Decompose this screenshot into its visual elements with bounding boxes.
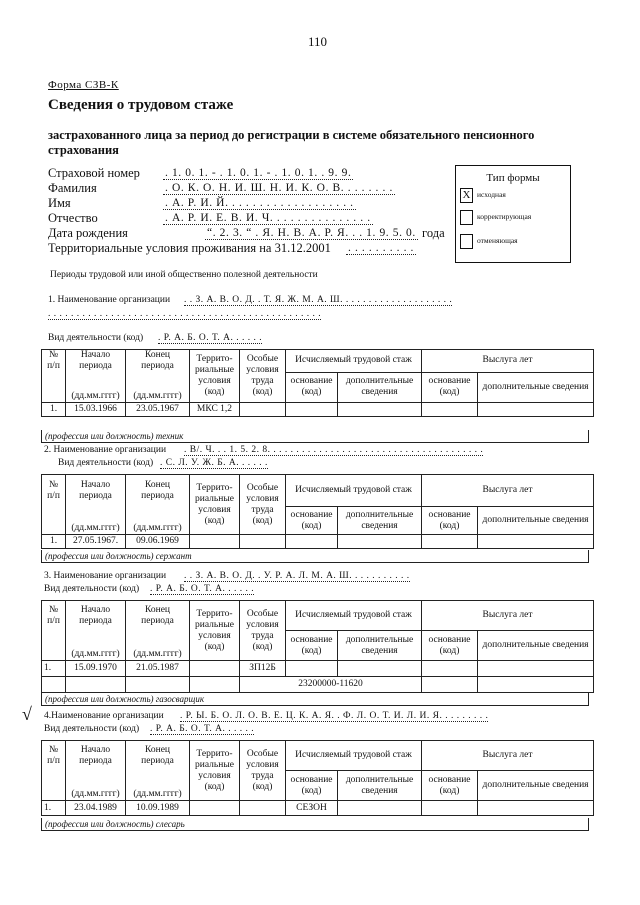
table-row: 23200000-11620 — [42, 677, 594, 693]
section-4-activity-label: Вид деятельности (код) — [44, 724, 140, 734]
page-subtitle: застрахованного лица за период до регистрации в системе обязательного пенсионного страхования — [48, 128, 535, 157]
birth-date-value: “. 2. 3. “ . Я. Н. В. А. Р. Я. . . 1. 9. 5. 0. — [207, 227, 416, 239]
insurance-number-label: Страховой номер — [48, 166, 140, 180]
periods-heading: Периоды трудовой или иной общественно полезной деятельности — [50, 270, 318, 280]
form-type-checkbox-corrective[interactable] — [460, 210, 473, 225]
section-2-profession: (профессия или должность) сержант — [41, 550, 589, 563]
table-row: 1. 15.09.1970 21.05.1987 ЗП12Б — [42, 661, 594, 677]
table-row: 1. 15.03.1966 23.05.1967 МКС 1,2 — [42, 402, 594, 416]
name-label: Имя — [48, 196, 71, 210]
surname-label: Фамилия — [48, 181, 97, 195]
page-number: 110 — [308, 34, 328, 49]
form-type-box — [455, 165, 571, 263]
section-2-activity-value: . С. Л. У. Ж. Б. А. . . . . . — [160, 458, 268, 468]
section-3-table: № п/п Начало периода Конец периода Террито-риальные условия (код) Особые условия труда (код) Исчисляемый трудовой стаж Выслуга лет (дд.мм.гггг) (дд.мм.гггг) основание (код) дополнительные сведения основание (код) дополнительные сведения 1. 15.09.1970 21.05.1987 ЗП12Б 23200000-11620 — [41, 600, 594, 693]
section-2-table: № п/п Начало периода Конец периода Террито-риальные условия (код) Особые условия труда (код) Исчисляемый трудовой стаж Выслуга лет (дд.мм.гггг) (дд.мм.гггг) основание (код) дополнительные сведения основание (код) дополнительные сведения 1. 27.05.1967. 09.06.1969 — [41, 474, 594, 549]
patronymic-label: Отчество — [48, 211, 98, 225]
section-4-activity-value: . Р. А. Б. О. Т. А. . . . . . — [150, 724, 255, 734]
section-3-org-value: . . З. А. В. О. Д. . У. Р. А. Л. М. А. Ш. . . . . . . . . . . — [184, 571, 410, 581]
form-name: Форма СЗВ-К — [48, 79, 119, 91]
section-1-org-label: 1. Наименование организации — [48, 295, 171, 305]
margin-check-mark: √ — [22, 704, 32, 724]
section-1-org-continued: . . . . . . . . . . . . . . . . . . . . . . . . . . . . . . . . . . . . . . . . . . . . . . . . — [48, 309, 322, 319]
section-2-org-label: 2. Наименование организации — [44, 445, 167, 455]
section-4-org-value: . Р. Ы. Б. О. Л. О. В. Е. Ц. К. А. Я. . Ф. Л. О. Т. И. Л. И. Я. . . . . . . . . — [180, 711, 489, 721]
territory-label: Территориальные условия проживания на 31.12.2001 — [48, 241, 331, 255]
section-1-activity-value: . Р. А. Б. О. Т. А. . . . . . — [158, 333, 263, 343]
section-4-table: № п/п Начало периода Конец периода Террито-риальные условия (код) Особые условия труда (код) Исчисляемый трудовой стаж Выслуга лет (дд.мм.гггг) (дд.мм.гггг) основание (код) дополнительные сведения основание (код) дополнительные сведения 1. 23.04.1989 10.09.1989 СЕЗОН — [41, 740, 594, 816]
territory-value: . . . . . . . . . . — [348, 242, 415, 254]
form-type-option-initial[interactable]: X исходная — [460, 188, 506, 203]
section-3-activity-label: Вид деятельности (код) — [44, 584, 140, 594]
section-1-profession: (профессия или должность) техник — [41, 430, 589, 443]
section-3-profession: (профессия или должность) газосварщик — [41, 693, 589, 706]
section-2-org-value: . В/. Ч. . . 1. 5. 2. 8. . . . . . . . . . . . . . . . . . . . . . . . . . . . . . . . . . . . . . — [184, 445, 484, 455]
page-title: Сведения о трудовом стаже — [48, 97, 234, 113]
section-1-table: № п/п Начало периода Конец периода Террито-риальные условия (код) Особые условия труда (код) Исчисляемый трудовой стаж Выслуга лет (дд.мм.гггг) (дд.мм.гггг) основание (код) дополнительные сведения основание (код) дополнительные сведения 1. 15.03.1966 23.05.1967 МКС 1,2 — [41, 349, 594, 417]
section-4-org-label: 4.Наименование организации — [44, 711, 164, 721]
section-1-activity-label: Вид деятельности (код) — [48, 333, 144, 343]
insurance-number-value: . 1. 0. 1. - . 1. 0. 1. - . 1. 0. 1. . 9. 9. — [165, 167, 352, 179]
surname-value: . О. К. О. Н. И. Ш. Н. И. К. О. В. . . . . . . . — [165, 182, 393, 194]
section-3-activity-value: . Р. А. Б. О. Т. А. . . . . . — [150, 584, 255, 594]
section-4-profession: (профессия или должность) слесарь — [41, 818, 589, 831]
birth-date-label: Дата рождения — [48, 226, 128, 240]
form-type-checkbox-initial[interactable]: X — [460, 188, 473, 203]
table-row: 1. 23.04.1989 10.09.1989 СЕЗОН — [42, 801, 594, 816]
form-type-checkbox-cancelling[interactable] — [460, 234, 473, 249]
section-1-org-value: . . З. А. В. О. Д. . Т. Я. Ж. М. А. Ш. . . . . . . . . . . . . . . . . . . . — [184, 295, 453, 305]
section-3-org-label: 3. Наименование организации — [44, 571, 167, 581]
birth-date-suffix: года — [422, 226, 445, 240]
form-type-title: Тип формы — [486, 172, 540, 184]
patronymic-value: . А. Р. И. Е. В. И. Ч. . . . . . . . . . . . . . . — [165, 212, 371, 224]
section-2-activity-label: Вид деятельности (код) — [58, 458, 154, 468]
name-value: . А. Р. И. Й. . . . . . . . . . . . . . . . . . . — [165, 197, 354, 209]
form-type-option-cancelling[interactable]: отменяющая — [460, 234, 518, 249]
table-row: 1. 27.05.1967. 09.06.1969 — [42, 535, 594, 549]
form-type-option-corrective[interactable]: корректирующая — [460, 210, 531, 225]
